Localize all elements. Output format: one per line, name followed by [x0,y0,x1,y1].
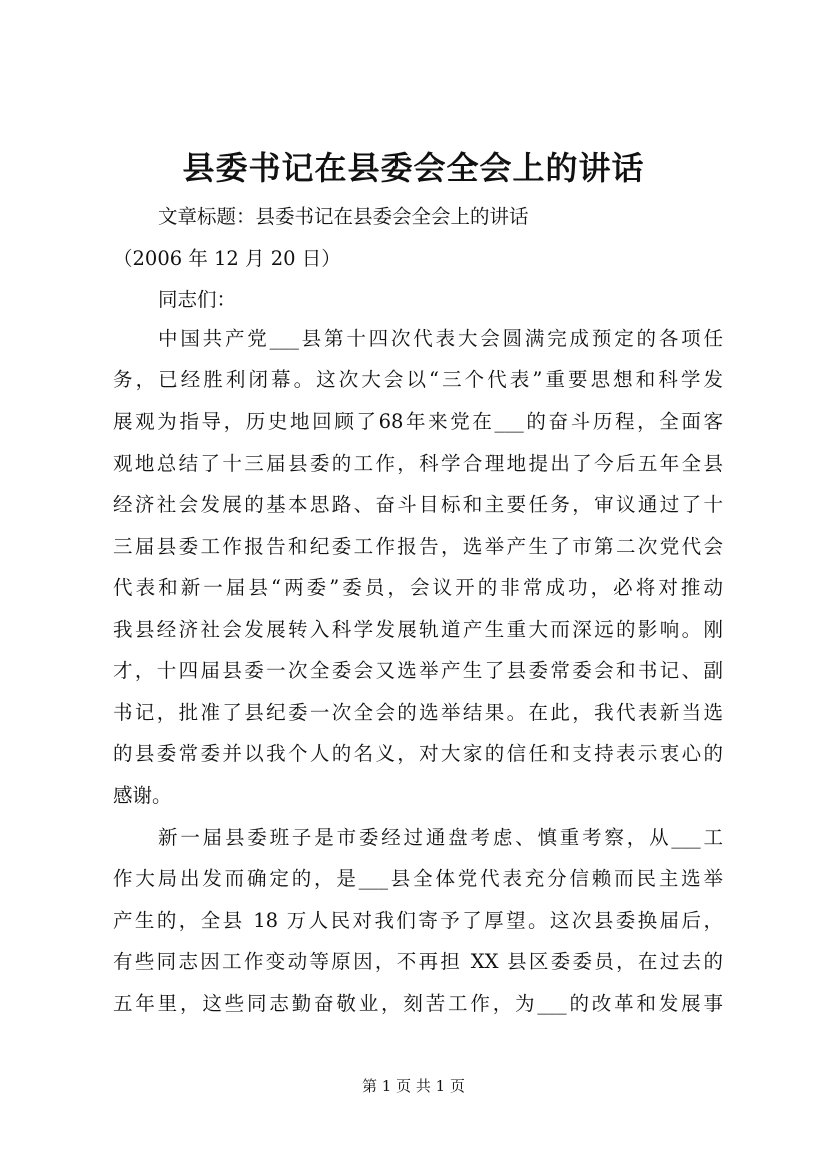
paragraph-line: 才，十四届县委一次全委会又选举产生了县委常委会和书记、副 [113,659,723,682]
paragraph-line: 中国共产党___县第十四次代表大会圆满完成预定的各项任 [158,327,723,350]
paragraph-line: 产生的，全县 18 万人民对我们寄予了厚望。这次县委换届后， [113,909,723,932]
paragraph-line: 作大局出发而确定的，是___县全体党代表充分信赖而民主选举 [113,867,723,890]
paragraph-line: 务，已经胜利闭幕。这次大会以“三个代表”重要思想和科学发 [113,368,723,391]
paragraph-line: 书记，批准了县纪委一次全会的选举结果。在此，我代表新当选 [113,701,723,724]
paragraph-line: 新一届县委班子是市委经过通盘考虑、慎重考察，从___工 [158,826,723,849]
article-meta-line: 文章标题：县委书记在县委会全会上的讲话 [158,205,529,228]
paragraph-line: 代表和新一届县“两委”委员，会议开的非常成功，必将对推动 [113,576,723,599]
paragraph-line: 经济社会发展的基本思路、奋斗目标和主要任务，审议通过了十 [113,493,723,516]
paragraph-line: 的县委常委并以我个人的名义，对大家的信任和支持表示衷心的 [113,742,723,765]
paragraph-line: 观地总结了十三届县委的工作，科学合理地提出了今后五年全县 [113,452,723,475]
paragraph-line: 展观为指导，历史地回顾了68年来党在___的奋斗历程，全面客 [113,410,723,433]
paragraph-line: 有些同志因工作变动等原因，不再担 XX 县区委委员，在过去的 [113,950,723,973]
paragraph-line: 我县经济社会发展转入科学发展轨道产生重大而深远的影响。刚 [113,618,723,641]
paragraph-line: 五年里，这些同志勤奋敬业，刻苦工作，为___的改革和发展事 [113,992,723,1015]
salutation: 同志们： [158,288,237,311]
paragraph-line: 感谢。 [113,784,172,807]
document-title: 县委书记在县委会全会上的讲话 [182,149,645,187]
date-line: （2006 年 12 月 20 日） [113,247,341,270]
paragraph-line: 三届县委工作报告和纪委工作报告，选举产生了市第二次党代会 [113,535,723,558]
page-number-footer: 第 1 页 共 1 页 [362,1077,465,1095]
